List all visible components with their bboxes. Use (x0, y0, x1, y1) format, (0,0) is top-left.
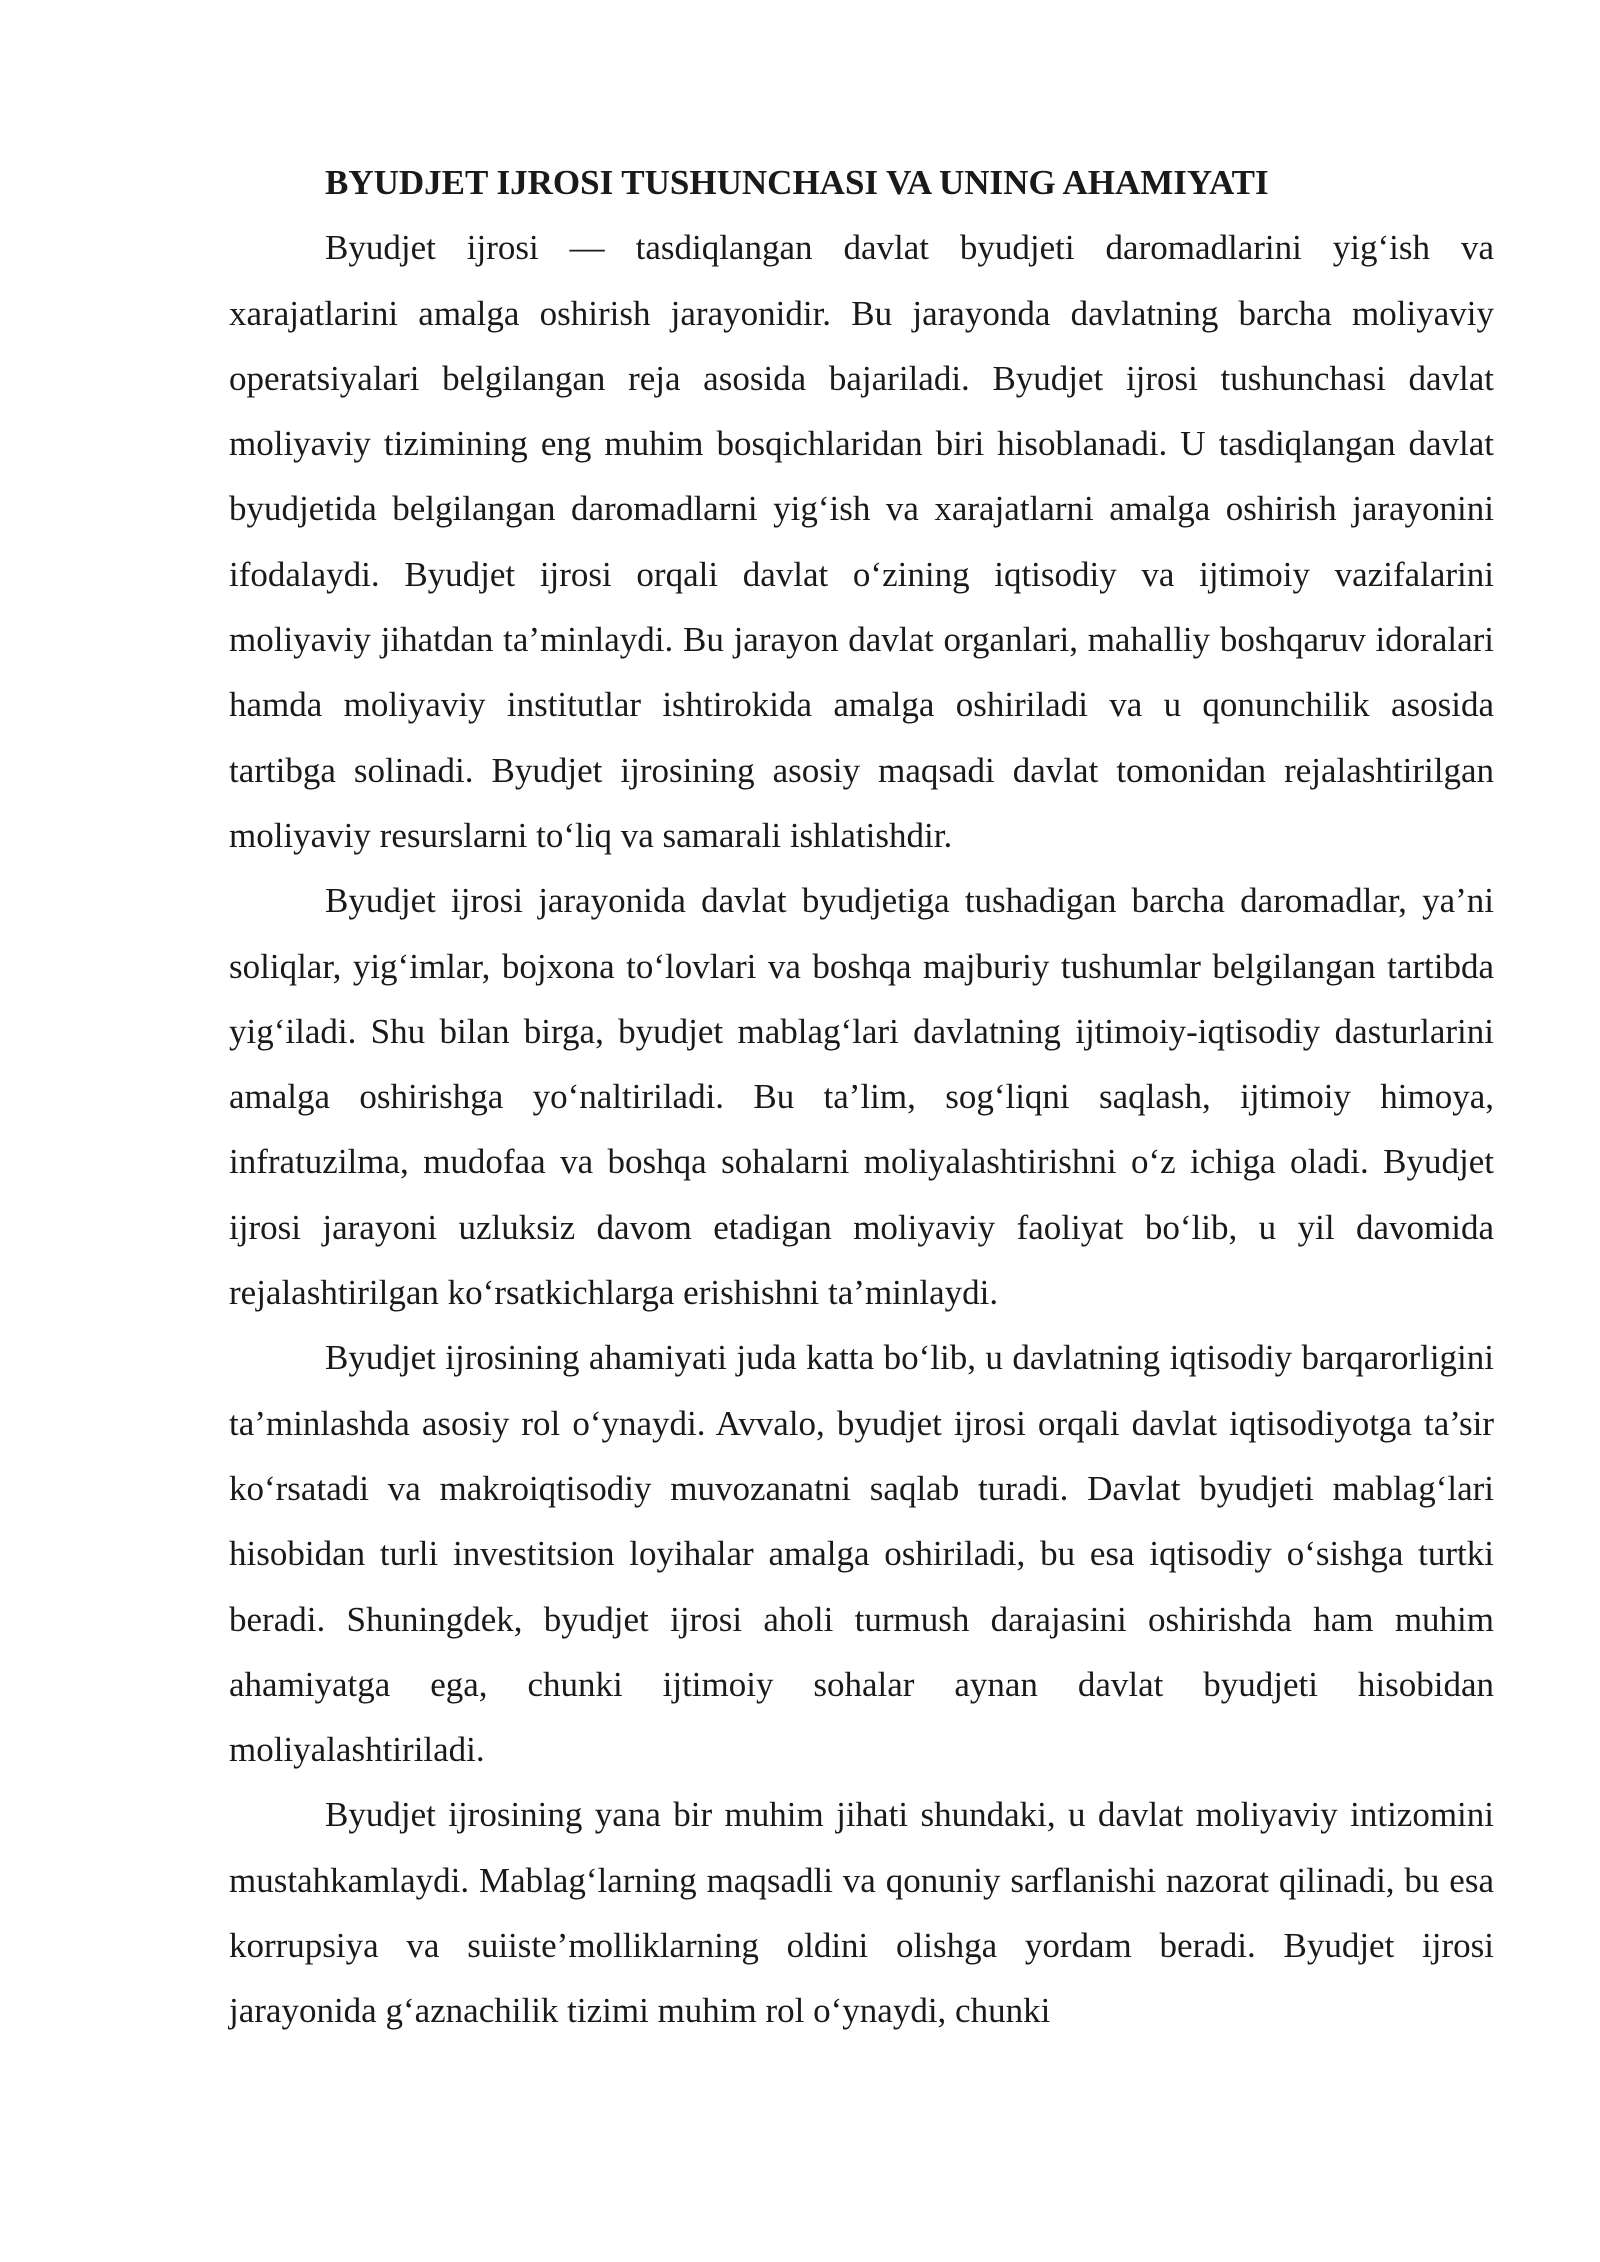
paragraph-3: Byudjet ijrosining ahamiyati juda katta bo‘lib, u davlatning iqtisodiy barqarorligini ta’minlashda asosiy rol o‘ynaydi. Avvalo, byudjet ijrosi orqali davlat iqtisodiyotga ta’sir ko‘rsatadi va makroiqtisodiy muvozanatni saqlab turadi. Davlat byudjeti mablag‘lari hisobidan turli investitsion loyihalar amalga oshiriladi, bu esa iqtisodiy o‘sishga turtki beradi. Shuningdek, byudjet ijrosi aholi turmush darajasini oshirishda ham muhim ahamiyatga ega, chunki ijtimoiy sohalar aynan davlat byudjeti hisobidan moliyalashtiriladi. (229, 1338, 1494, 1770)
paragraph-1: Byudjet ijrosi — tasdiqlangan davlat byudjeti daromadlarini yig‘ish va xarajatlarini amalga oshirish jarayonidir. Bu jarayonda davlatning barcha moliyaviy operatsiyalari belgilangan reja asosida bajariladi. Byudjet ijrosi tushunchasi davlat moliyaviy tizimining eng muhim bosqichlaridan biri hisoblanadi. U tasdiqlangan davlat byudjetida belgilangan daromadlarni yig‘ish va xarajatlarni amalga oshirish jarayonini ifodalaydi. Byudjet ijrosi orqali davlat o‘zining iqtisodiy va ijtimoiy vazifalarini moliyaviy jihatdan ta’minlaydi. Bu jarayon davlat organlari, mahalliy boshqaruv idoralari hamda moliyaviy institutlar ishtirokida amalga oshiriladi va u qonunchilik asosida tartibga solinadi. Byudjet ijrosining asosiy maqsadi davlat tomonidan rejalashtirilgan moliyaviy resurslarni to‘liq va samarali ishlatishdir. (229, 228, 1494, 855)
paragraph-2: Byudjet ijrosi jarayonida davlat byudjetiga tushadigan barcha daromadlar, ya’ni soliqlar, yig‘imlar, bojxona to‘lovlari va boshqa majburiy tushumlar belgilangan tartibda yig‘iladi. Shu bilan birga, byudjet mablag‘lari davlatning ijtimoiy-iqtisodiy dasturlarini amalga oshirishga yo‘naltiriladi. Bu ta’lim, sog‘liqni saqlash, ijtimoiy himoya, infratuzilma, mudofaa va boshqa sohalarni moliyalashtirishni o‘z ichiga oladi. Byudjet ijrosi jarayoni uzluksiz davom etadigan moliyaviy faoliyat bo‘lib, u yil davomida rejalashtirilgan ko‘rsatkichlarga erishishni ta’minlaydi. (229, 881, 1494, 1313)
document-body (229, 150, 1494, 2044)
paragraph-4: Byudjet ijrosining yana bir muhim jihati shundaki, u davlat moliyaviy intizomini mustahkamlaydi. Mablag‘larning maqsadli va qonuniy sarflanishi nazorat qilinadi, bu esa korrupsiya va suiiste’molliklarning oldini olishga yordam beradi. Byudjet ijrosi jarayonida g‘aznachilik tizimi muhim rol o‘ynaydi, chunki (229, 1795, 1494, 2031)
document-title: BYUDJET IJROSI TUSHUNCHASI VA UNING AHAMIYATI (325, 163, 1269, 202)
